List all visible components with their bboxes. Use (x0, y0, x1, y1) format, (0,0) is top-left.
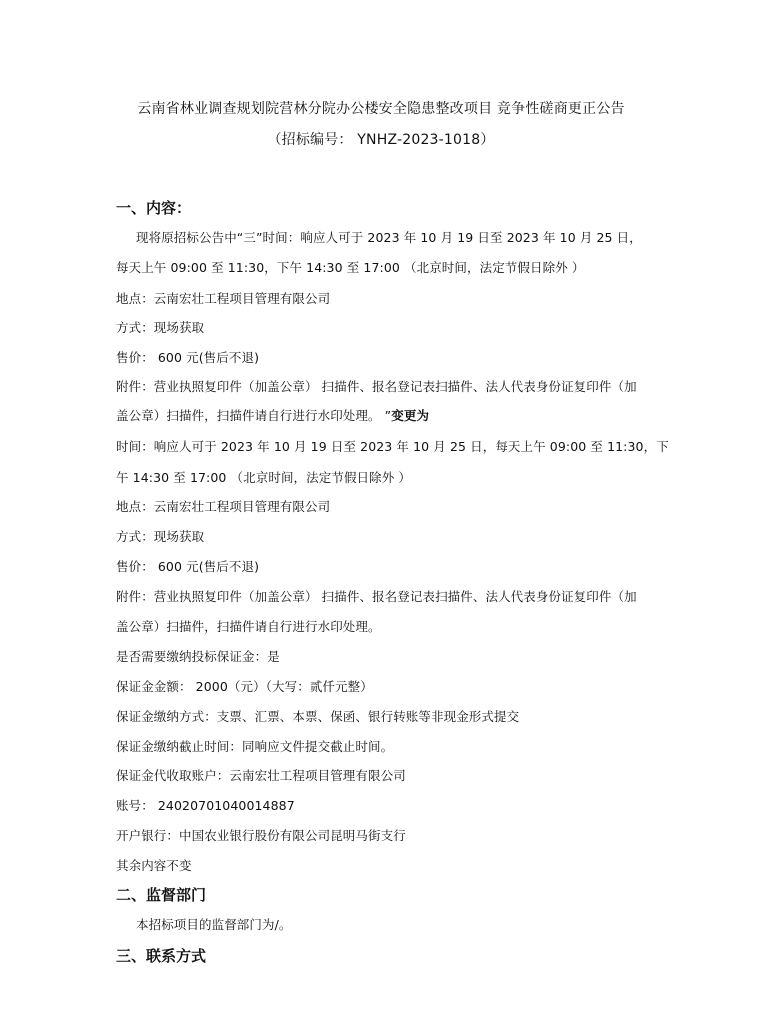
paragraph-line: 附件：营业执照复印件（加盖公章） 扫描件、报名登记表扫描件、法人代表身份证复印件（加 (116, 379, 637, 394)
paragraph-line: 现将原招标公告中“三”时间：响应人可于 2023 年 10 月 19 日至 2023 年 10 月 25 日， (136, 230, 642, 245)
paragraph-line: 开户银行：中国农业银行股份有限公司昆明马街支行 (116, 828, 406, 843)
section2-heading: 二、监督部门 (116, 886, 207, 904)
paragraph-line: 附件：营业执照复印件（加盖公章） 扫描件、报名登记表扫描件、法人代表身份证复印件（加 (116, 589, 637, 604)
paragraph-line: 地点：云南宏壮工程项目管理有限公司 (116, 291, 331, 306)
paragraph-line: 本招标项目的监督部门为/。 (136, 917, 292, 932)
paragraph-line: 是否需要缴纳投标保证金：是 (116, 649, 280, 664)
paragraph-line: 账号： 24020701040014887 (116, 798, 295, 813)
paragraph-line: 保证金代收取账户：云南宏壮工程项目管理有限公司 (116, 768, 406, 783)
document-title: 云南省林业调查规划院营林分院办公楼安全隐患整改项目 竞争性磋商更正公告 (137, 101, 625, 117)
paragraph-line: 保证金缴纳方式：支票、汇票、本票、保函、银行转账等非现金形式提交 (116, 709, 520, 724)
paragraph-line: 方式：现场获取 (116, 320, 205, 335)
paragraph-line: 时间：响应人可于 2023 年 10 月 19 日至 2023 年 10 月 25 日，每天上午 09:00 至 11:30，下 (116, 439, 669, 454)
paragraph-line: 保证金缴纳截止时间：同响应文件提交截止时间。 (116, 739, 394, 754)
paragraph-line: 其余内容不变 (116, 858, 192, 873)
paragraph-line: 保证金金额： 2000（元）（大写：贰仟元整） (116, 679, 373, 694)
paragraph-line: 售价： 600 元(售后不退) (116, 559, 260, 574)
section3-heading: 三、联系方式 (116, 947, 207, 965)
tender-number: （招标编号： YNHZ-2023-1018） (267, 132, 495, 148)
paragraph-line: 午 14:30 至 17:00 （北京时间，法定节假日除外 ） (116, 470, 412, 485)
paragraph-line: 每天上午 09:00 至 11:30，下午 14:30 至 17:00 （北京时间，法定节假日除外 ） (116, 260, 585, 275)
paragraph-line: 售价： 600 元(售后不退) (116, 350, 260, 365)
paragraph-text: 盖公章）扫描件，扫描件请自行进行水印处理。 ” (116, 408, 392, 423)
section1-heading: 一、内容： (116, 199, 192, 217)
paragraph-line: 地点：云南宏壮工程项目管理有限公司 (116, 499, 331, 514)
paragraph-line (116, 406, 429, 424)
paragraph-line: 方式：现场获取 (116, 529, 205, 544)
paragraph-line: 盖公章）扫描件，扫描件请自行进行水印处理。 (116, 619, 381, 634)
change-label: 变更为 (391, 408, 430, 423)
